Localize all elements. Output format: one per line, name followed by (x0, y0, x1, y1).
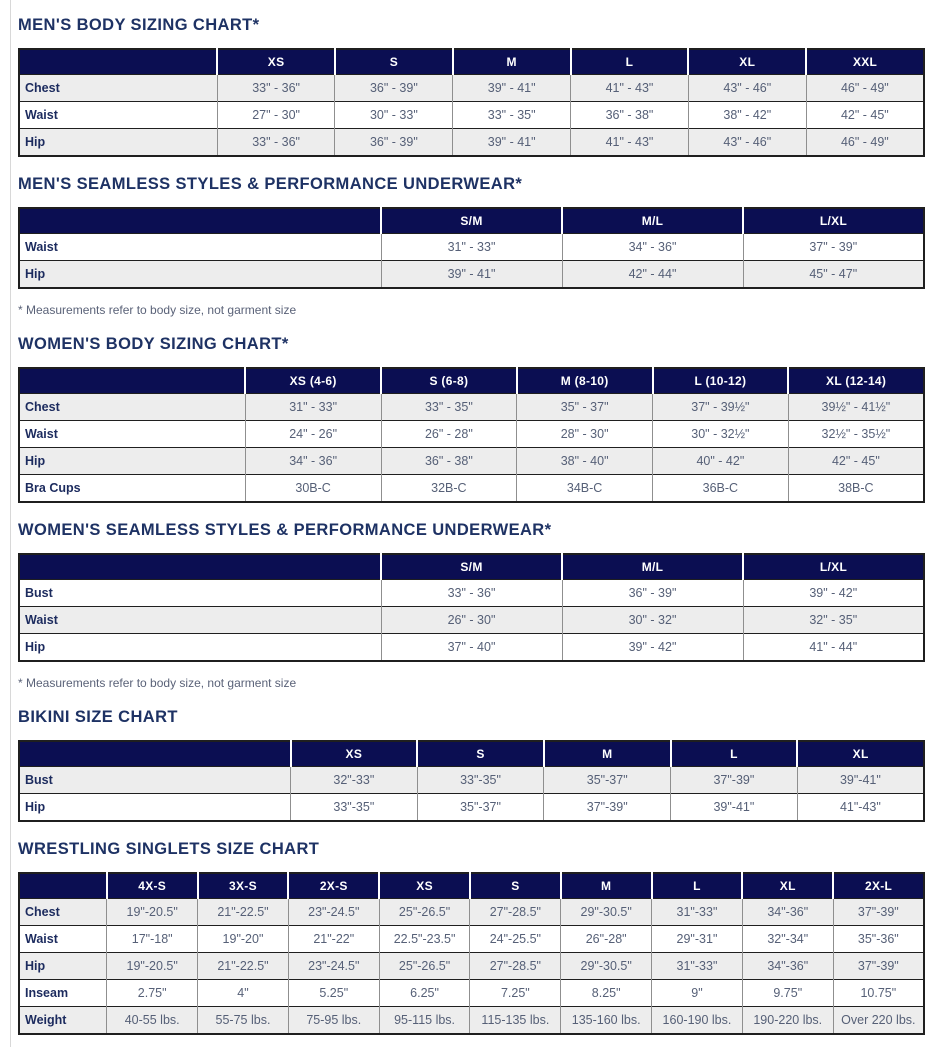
size-value-cell: 33"-35" (417, 767, 544, 794)
size-value-cell: 33" - 36" (217, 75, 335, 102)
row-label: Chest (19, 394, 245, 421)
size-value-cell: Over 220 lbs. (833, 1007, 924, 1035)
size-table (18, 872, 925, 1035)
size-column-header: XL (797, 741, 924, 767)
size-value-cell: 35"-37" (544, 767, 671, 794)
size-column-header: L/XL (743, 208, 924, 234)
row-label: Hip (19, 129, 217, 157)
size-column-header: M/L (562, 208, 743, 234)
size-value-cell: 39½" - 41½" (788, 394, 924, 421)
corner-header-cell (19, 554, 381, 580)
size-value-cell: 41" - 43" (571, 129, 689, 157)
measurement-footnote: * Measurements refer to body size, not garment size (18, 303, 297, 317)
size-value-cell: 33" - 35" (453, 102, 571, 129)
size-value-cell: 37"-39" (544, 794, 671, 822)
size-column-header: M (561, 873, 652, 899)
size-value-cell: 39" - 41" (453, 129, 571, 157)
size-value-cell: 32½" - 35½" (788, 421, 924, 448)
section-title: WOMEN'S BODY SIZING CHART* (18, 335, 289, 353)
size-column-header: XL (742, 873, 833, 899)
size-chart-section (18, 335, 925, 503)
size-value-cell: 32B-C (381, 475, 517, 503)
size-value-cell: 17"-18" (107, 926, 198, 953)
table-row (19, 926, 924, 953)
size-value-cell: 29"-30.5" (561, 953, 652, 980)
row-label: Bra Cups (19, 475, 245, 503)
size-value-cell: 46" - 49" (806, 75, 924, 102)
table-row (19, 607, 924, 634)
size-value-cell: 27" - 30" (217, 102, 335, 129)
size-value-cell: 38" - 40" (517, 448, 653, 475)
size-column-header: M (8-10) (517, 368, 653, 394)
size-value-cell: 8.25" (561, 980, 652, 1007)
size-value-cell: 115-135 lbs. (470, 1007, 561, 1035)
size-column-header: XS (379, 873, 470, 899)
size-value-cell: 36" - 38" (381, 448, 517, 475)
size-value-cell: 43" - 46" (688, 75, 806, 102)
size-value-cell: 33" - 36" (217, 129, 335, 157)
size-value-cell: 41"-43" (797, 794, 924, 822)
table-row (19, 129, 924, 157)
size-value-cell: 37"-39" (833, 953, 924, 980)
size-value-cell: 28" - 30" (517, 421, 653, 448)
table-row (19, 394, 924, 421)
table-row (19, 475, 924, 503)
table-row (19, 75, 924, 102)
size-value-cell: 34"-36" (742, 953, 833, 980)
size-value-cell: 7.25" (470, 980, 561, 1007)
size-value-cell: 26" - 30" (381, 607, 562, 634)
size-value-cell: 36" - 39" (562, 580, 743, 607)
size-column-header: XS (291, 741, 418, 767)
table-row (19, 1007, 924, 1035)
size-value-cell: 160-190 lbs. (652, 1007, 743, 1035)
size-column-header: S (470, 873, 561, 899)
size-value-cell: 39" - 41" (453, 75, 571, 102)
size-value-cell: 33" - 35" (381, 394, 517, 421)
table-row (19, 794, 924, 822)
size-value-cell: 39" - 41" (381, 261, 562, 289)
size-value-cell: 55-75 lbs. (198, 1007, 289, 1035)
header-row (19, 49, 924, 75)
size-column-header: XS (217, 49, 335, 75)
size-value-cell: 32"-34" (742, 926, 833, 953)
size-column-header: 2X-L (833, 873, 924, 899)
row-label: Hip (19, 634, 381, 662)
header-row (19, 554, 924, 580)
row-label: Hip (19, 261, 381, 289)
row-label: Inseam (19, 980, 107, 1007)
table-row (19, 448, 924, 475)
row-label: Waist (19, 607, 381, 634)
size-column-header: S (335, 49, 453, 75)
size-value-cell: 135-160 lbs. (561, 1007, 652, 1035)
measurement-footnote: * Measurements refer to body size, not garment size (18, 676, 297, 690)
header-row (19, 741, 924, 767)
size-value-cell: 21"-22.5" (198, 899, 289, 926)
size-value-cell: 31"-33" (652, 953, 743, 980)
size-value-cell: 5.25" (288, 980, 379, 1007)
section-title: MEN'S BODY SIZING CHART* (18, 16, 260, 34)
size-column-header: XXL (806, 49, 924, 75)
size-value-cell: 34B-C (517, 475, 653, 503)
table-row (19, 953, 924, 980)
size-value-cell: 30" - 33" (335, 102, 453, 129)
size-column-header: M (544, 741, 671, 767)
size-value-cell: 36B-C (653, 475, 789, 503)
size-column-header: L/XL (743, 554, 924, 580)
size-value-cell: 22.5"-23.5" (379, 926, 470, 953)
size-value-cell: 10.75" (833, 980, 924, 1007)
size-column-header: XS (4-6) (245, 368, 381, 394)
section-title: WRESTLING SINGLETS SIZE CHART (18, 840, 320, 858)
size-table (18, 48, 925, 157)
table-row (19, 634, 924, 662)
size-column-header: 2X-S (288, 873, 379, 899)
size-chart-section (18, 175, 925, 317)
size-value-cell: 38B-C (788, 475, 924, 503)
size-value-cell: 95-115 lbs. (379, 1007, 470, 1035)
corner-header-cell (19, 741, 291, 767)
size-value-cell: 75-95 lbs. (288, 1007, 379, 1035)
size-value-cell: 19"-20" (198, 926, 289, 953)
size-value-cell: 25"-26.5" (379, 899, 470, 926)
row-label: Bust (19, 580, 381, 607)
size-value-cell: 40-55 lbs. (107, 1007, 198, 1035)
table-row (19, 767, 924, 794)
size-column-header: L (571, 49, 689, 75)
section-title: BIKINI SIZE CHART (18, 708, 178, 726)
size-value-cell: 33" - 36" (381, 580, 562, 607)
size-column-header: XL (688, 49, 806, 75)
size-value-cell: 41" - 43" (571, 75, 689, 102)
size-value-cell: 33"-35" (291, 794, 418, 822)
size-value-cell: 36" - 39" (335, 129, 453, 157)
header-row (19, 368, 924, 394)
size-column-header: 4X-S (107, 873, 198, 899)
size-column-header: S (417, 741, 544, 767)
table-row (19, 102, 924, 129)
header-row (19, 208, 924, 234)
row-label: Waist (19, 421, 245, 448)
size-value-cell: 4" (198, 980, 289, 1007)
size-value-cell: 37" - 39½" (653, 394, 789, 421)
size-column-header: L (10-12) (653, 368, 789, 394)
size-value-cell: 39" - 42" (562, 634, 743, 662)
row-label: Hip (19, 794, 291, 822)
size-column-header: M/L (562, 554, 743, 580)
size-column-header: S/M (381, 208, 562, 234)
size-column-header: S/M (381, 554, 562, 580)
size-value-cell: 21"-22.5" (198, 953, 289, 980)
section-title: WOMEN'S SEAMLESS STYLES & PERFORMANCE UNDERWEAR* (18, 521, 552, 539)
size-value-cell: 43" - 46" (688, 129, 806, 157)
size-value-cell: 31"-33" (652, 899, 743, 926)
size-value-cell: 27"-28.5" (470, 899, 561, 926)
size-chart-section (18, 16, 925, 157)
row-label: Chest (19, 75, 217, 102)
size-value-cell: 2.75" (107, 980, 198, 1007)
size-value-cell: 9.75" (742, 980, 833, 1007)
size-value-cell: 35" - 37" (517, 394, 653, 421)
size-value-cell: 46" - 49" (806, 129, 924, 157)
size-table (18, 740, 925, 822)
size-value-cell: 40" - 42" (653, 448, 789, 475)
row-label: Hip (19, 448, 245, 475)
corner-header-cell (19, 873, 107, 899)
size-value-cell: 19"-20.5" (107, 899, 198, 926)
table-row (19, 261, 924, 289)
size-value-cell: 26"-28" (561, 926, 652, 953)
size-value-cell: 42" - 45" (788, 448, 924, 475)
corner-header-cell (19, 208, 381, 234)
table-row (19, 580, 924, 607)
row-label: Weight (19, 1007, 107, 1035)
header-row (19, 873, 924, 899)
size-value-cell: 21"-22" (288, 926, 379, 953)
size-chart-section (18, 708, 925, 822)
size-column-header: L (652, 873, 743, 899)
corner-header-cell (19, 368, 245, 394)
size-value-cell: 23"-24.5" (288, 899, 379, 926)
row-label: Bust (19, 767, 291, 794)
size-value-cell: 9" (652, 980, 743, 1007)
size-value-cell: 42" - 44" (562, 261, 743, 289)
table-row (19, 980, 924, 1007)
size-value-cell: 19"-20.5" (107, 953, 198, 980)
size-column-header: S (6-8) (381, 368, 517, 394)
table-row (19, 421, 924, 448)
size-value-cell: 25"-26.5" (379, 953, 470, 980)
size-value-cell: 30B-C (245, 475, 381, 503)
size-value-cell: 29"-30.5" (561, 899, 652, 926)
section-title: MEN'S SEAMLESS STYLES & PERFORMANCE UNDERWEAR* (18, 175, 523, 193)
size-value-cell: 39"-41" (797, 767, 924, 794)
size-value-cell: 42" - 45" (806, 102, 924, 129)
page-left-rule (10, 0, 11, 1047)
size-value-cell: 190-220 lbs. (742, 1007, 833, 1035)
size-table (18, 207, 925, 289)
row-label: Waist (19, 102, 217, 129)
size-table (18, 553, 925, 662)
size-value-cell: 34"-36" (742, 899, 833, 926)
size-value-cell: 36" - 38" (571, 102, 689, 129)
size-value-cell: 34" - 36" (562, 234, 743, 261)
size-column-header: XL (12-14) (788, 368, 924, 394)
size-value-cell: 24" - 26" (245, 421, 381, 448)
size-column-header: L (671, 741, 798, 767)
size-value-cell: 37"-39" (671, 767, 798, 794)
size-value-cell: 29"-31" (652, 926, 743, 953)
size-value-cell: 39" - 42" (743, 580, 924, 607)
row-label: Waist (19, 926, 107, 953)
size-value-cell: 32" - 35" (743, 607, 924, 634)
size-column-header: M (453, 49, 571, 75)
size-value-cell: 38" - 42" (688, 102, 806, 129)
size-value-cell: 39"-41" (671, 794, 798, 822)
size-chart-section (18, 521, 925, 690)
size-value-cell: 32"-33" (291, 767, 418, 794)
size-value-cell: 24"-25.5" (470, 926, 561, 953)
size-value-cell: 30" - 32½" (653, 421, 789, 448)
size-value-cell: 37" - 39" (743, 234, 924, 261)
size-value-cell: 45" - 47" (743, 261, 924, 289)
size-value-cell: 37"-39" (833, 899, 924, 926)
size-table (18, 367, 925, 503)
size-value-cell: 27"-28.5" (470, 953, 561, 980)
size-value-cell: 37" - 40" (381, 634, 562, 662)
size-value-cell: 6.25" (379, 980, 470, 1007)
size-value-cell: 26" - 28" (381, 421, 517, 448)
size-value-cell: 41" - 44" (743, 634, 924, 662)
size-value-cell: 31" - 33" (245, 394, 381, 421)
size-value-cell: 30" - 32" (562, 607, 743, 634)
table-row (19, 899, 924, 926)
size-value-cell: 35"-36" (833, 926, 924, 953)
row-label: Hip (19, 953, 107, 980)
corner-header-cell (19, 49, 217, 75)
row-label: Chest (19, 899, 107, 926)
row-label: Waist (19, 234, 381, 261)
size-value-cell: 23"-24.5" (288, 953, 379, 980)
size-value-cell: 36" - 39" (335, 75, 453, 102)
size-value-cell: 34" - 36" (245, 448, 381, 475)
size-value-cell: 31" - 33" (381, 234, 562, 261)
table-row (19, 234, 924, 261)
size-column-header: 3X-S (198, 873, 289, 899)
size-value-cell: 35"-37" (417, 794, 544, 822)
